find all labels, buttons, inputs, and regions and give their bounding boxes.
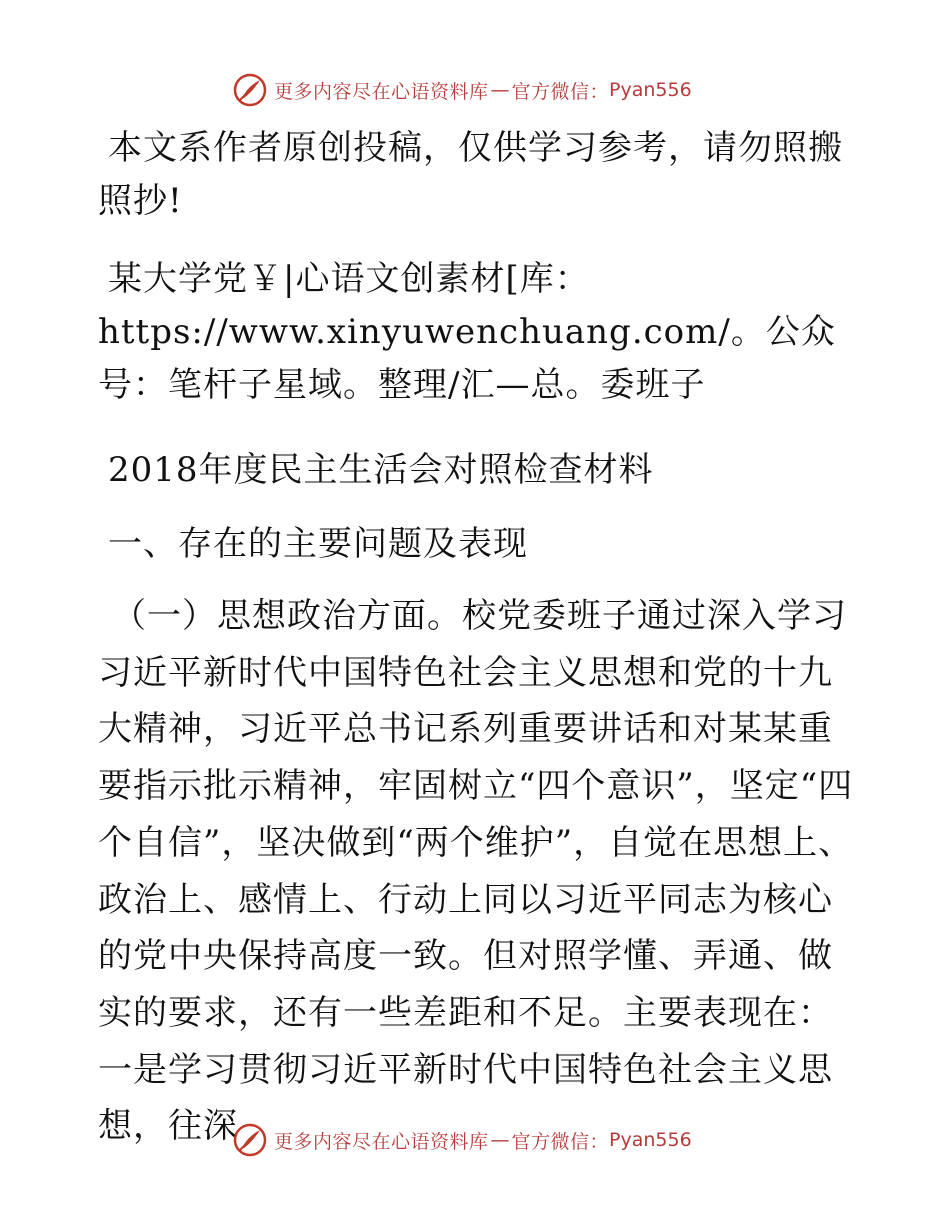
watermark-header — [232, 70, 692, 110]
watermark-text: 更多内容尽在心语资料库 — [274, 80, 489, 103]
watermark-label: 官方微信： — [511, 80, 610, 103]
copyright-notice: 本文系作者原创投稿，仅供学习参考，请勿照搬照抄! — [98, 128, 843, 221]
watermark-account: Pyan556 — [609, 1129, 692, 1151]
watermark-label: 官方微信： — [511, 1130, 610, 1153]
document-title: 2018年度民主生活会对照检查材料 — [108, 450, 654, 490]
body-paragraph: （一）思想政治方面。校党委班子通过深入学习习近平新时代中国特色社会主义思想和党的十九大精神，习近平总书记系列重要讲话和对某某重要指示批示精神，牢固树立“四个意识”，坚定“四个自信”，坚决做到“两个维护”，自觉在思想上、政治上、感情上、行动上同以习近平同志为核心的党中央保持高度一致。但对照学懂、弄通、做实的要求，还有一些差距和不足。主要表现在：一是学习贯彻习近平新时代中国特色社会主义思想，往深 — [98, 596, 854, 1147]
watermark-text: 更多内容尽在心语资料库 — [274, 1130, 489, 1153]
watermark-separator: — — [490, 1129, 510, 1151]
watermark-separator: — — [490, 79, 510, 101]
section-heading: 一、存在的主要问题及表现 — [108, 524, 528, 564]
quill-logo-icon — [232, 1122, 268, 1158]
source-line: 某大学党￥|心语文创素材[库：https://www.xinyuwenchuang.com/。公众号：笔杆子星域。整理/汇—总。委班子 — [98, 259, 836, 405]
watermark-account: Pyan556 — [609, 79, 692, 101]
quill-logo-icon — [232, 72, 268, 108]
watermark-footer — [232, 1120, 692, 1160]
